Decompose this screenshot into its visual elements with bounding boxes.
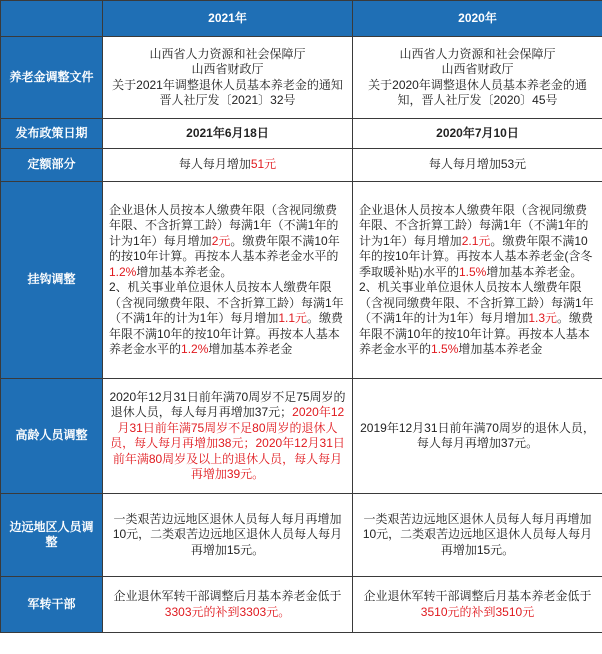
- row-label-remote: 边远地区人员调整: [1, 494, 103, 577]
- row-remote-area: [1, 494, 602, 577]
- row-military-cadres: [1, 577, 602, 633]
- body-text: 。缴费年限不满10年的按10年计算。再按本人基本养老金(含冬季取暖补贴)水平的: [359, 233, 593, 279]
- highlight-text: 2020年12月31日前年满75周岁不足80周岁的退休人员，每人每月再增加38元；2020年12月31日前年满80周岁及以上的退休人员，每人每月再增加39元。: [110, 405, 345, 481]
- row-label-military: 军转干部: [1, 577, 103, 633]
- cell-linked-2021: [103, 182, 353, 379]
- body-text: 每人每月增加53元: [428, 157, 527, 172]
- row-fixed-amount: [1, 149, 602, 182]
- header-corner: [1, 1, 103, 37]
- doc-2021-line-1: 山西省人力资源和社会保障厅: [149, 46, 306, 61]
- highlight-text: 1.5%: [431, 342, 459, 356]
- highlight-text: 1.5%: [459, 264, 487, 279]
- body-text: 增加基本养老金: [458, 342, 543, 356]
- header-2021: 2021年: [103, 1, 353, 37]
- doc-2020-line-1: 山西省人力资源和社会保障厅: [399, 46, 556, 61]
- body-text: 增加基本养老金。: [486, 264, 583, 279]
- cell-date-2020: 2020年7月10日: [353, 119, 602, 149]
- body-text: 。缴费年限不满10年的按10年计算。再按本人基本养老金水平的: [109, 311, 344, 356]
- row-label-fixed: 定额部分: [1, 149, 103, 182]
- row-label-elderly: 高龄人员调整: [1, 379, 103, 494]
- highlight-text: 3303元的补到3303元。: [164, 604, 291, 619]
- linked-2021-para-1: [109, 203, 346, 281]
- doc-2020-line-3: 关于2020年调整退休人员基本养老金的通知，晋人社厅发〔2020〕45号: [368, 77, 587, 107]
- cell-date-2021: 2021年6月18日: [103, 119, 353, 149]
- highlight-text: 3510元的补到3510元: [420, 604, 535, 619]
- highlight-text: 2.1元: [461, 233, 491, 248]
- cell-remote-2021: 一类艰苦边远地区退休人员每人每月再增加10元，二类艰苦边远地区退休人员每人每月再增加15元。: [103, 494, 353, 577]
- header-row: [1, 1, 602, 37]
- row-release-date: [1, 119, 602, 149]
- cell-document-2020: [353, 37, 602, 119]
- cell-elderly-2020: [353, 379, 602, 494]
- cell-fixed-2021: [103, 149, 353, 182]
- body-text: 2、机关事业单位退休人员按本人缴费年限（含视同缴费年限、不含折算工龄）每满1年（不满1年的计为1年）每月增加: [359, 280, 594, 325]
- highlight-text: 1.1元: [278, 311, 308, 325]
- body-text: 企业退休军转干部调整后月基本养老金低于: [113, 589, 342, 603]
- body-text: 企业退休人员按本人缴费年限（含视同缴费年限、不含折算工龄）每满1年（不满1年的计为1年）每月增加: [109, 202, 339, 248]
- body-text: 2020年12月31日前年满70周岁不足75周岁的退休人员，每人每月再增加37元；: [109, 389, 346, 419]
- cell-military-2020: [353, 577, 602, 633]
- highlight-text: 51元: [250, 157, 277, 172]
- linked-2020-para-1: [359, 203, 596, 281]
- row-linked-adjustment: [1, 182, 602, 379]
- body-text: 2019年12月31日前年满70周岁的退休人员，每人每月再增加37元。: [360, 420, 595, 450]
- doc-2020-line-2: 山西省财政厅: [441, 62, 514, 76]
- body-text: 。缴费年限不满10年的按10年计算。再按本人基本养老金水平的: [359, 311, 594, 356]
- body-text: 企业退休军转干部调整后月基本养老金低于: [363, 589, 592, 603]
- body-text: 增加基本养老金: [208, 342, 293, 356]
- row-label-document: 养老金调整文件: [1, 37, 103, 119]
- body-text: 。缴费年限不满10年的按10年计算。再按本人基本养老金水平的: [109, 233, 340, 263]
- highlight-text: 2元: [211, 233, 231, 248]
- highlight-text: 1.2%: [109, 264, 137, 279]
- linked-2020-para-2: [359, 280, 596, 358]
- row-label-linked: 挂钩调整: [1, 182, 103, 379]
- linked-2021-para-2: [109, 280, 346, 358]
- body-text: 增加基本养老金。: [136, 264, 233, 279]
- cell-document-2021: [103, 37, 353, 119]
- body-text: 2、机关事业单位退休人员按本人缴费年限（含视同缴费年限、不含折算工龄）每满1年（不满1年的计为1年）每月增加: [109, 280, 344, 325]
- doc-2021-line-2: 山西省财政厅: [191, 62, 264, 76]
- body-text: 每人每月增加: [178, 157, 251, 172]
- row-label-date: 发布政策日期: [1, 119, 103, 149]
- highlight-text: 1.3元: [528, 311, 558, 325]
- highlight-text: 1.2%: [181, 342, 209, 356]
- header-2020: 2020年: [353, 1, 602, 37]
- cell-linked-2020: [353, 182, 602, 379]
- cell-remote-2020: 一类艰苦边远地区退休人员每人每月再增加10元，二类艰苦边远地区退休人员每人每月再增加15元。: [353, 494, 602, 577]
- row-elderly-adjustment: [1, 379, 602, 494]
- cell-elderly-2021: [103, 379, 353, 494]
- body-text: 企业退休人员按本人缴费年限（含视同缴费年限、不含折算工龄）每满1年（不满1年的计为1年）每月增加: [359, 202, 589, 248]
- doc-2021-line-3: 关于2021年调整退休人员基本养老金的通知晋人社厅发〔2021〕32号: [112, 77, 343, 107]
- cell-military-2021: [103, 577, 353, 633]
- cell-fixed-2020: [353, 149, 602, 182]
- row-adjustment-document: [1, 37, 602, 119]
